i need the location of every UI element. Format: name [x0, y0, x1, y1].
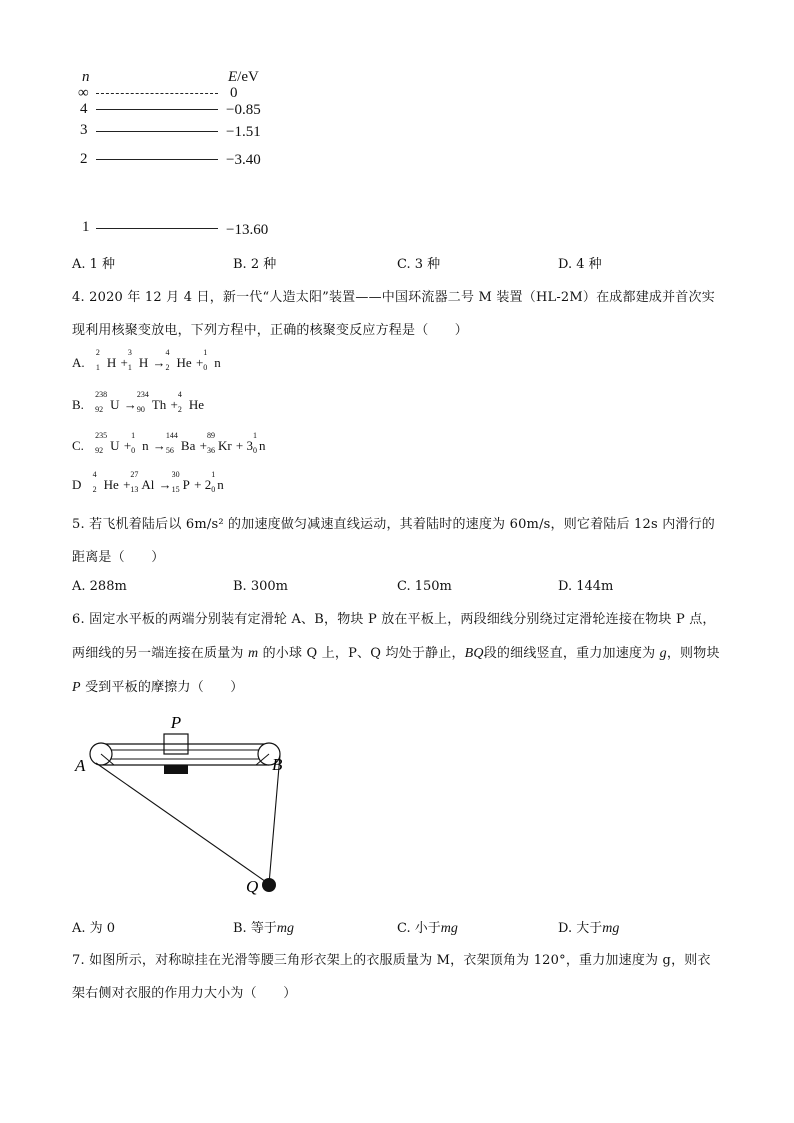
q6-option-d[interactable]	[558, 921, 619, 937]
q4-option-c-equation: 235 92 U + 1 0 n → 144 56 Ba + 89 36 Kr + 3 1 0 n	[95, 431, 266, 455]
level-n-1: 1	[82, 219, 90, 235]
q6-symbol-bq: BQ	[464, 646, 484, 661]
q6-option-d-mg: mg	[602, 921, 620, 936]
string-bq	[269, 755, 280, 884]
q6-stem-part-4: ，则物块	[666, 646, 720, 661]
level-energy-inf: 0	[230, 85, 238, 101]
q4-option-c-label: C.	[72, 438, 84, 453]
q6-option-b-mg: mg	[276, 921, 294, 936]
label-p: P	[170, 713, 182, 732]
q4-stem: 4. 2020 年 12 月 4 日，新一代“人造太阳”装置——中国环流器二号 M 装置（HL-2M）在成都建成并首次实现利用核聚变放电，下列方程中，正确的核聚变反应方程是（ ）	[72, 290, 715, 338]
q6-stem	[72, 603, 722, 705]
q4-option-a[interactable]	[72, 348, 222, 372]
q6-option-d-prefix: D. 大于	[558, 921, 603, 936]
level-energy-1: −13.60	[226, 222, 269, 238]
q6-option-c[interactable]	[397, 921, 458, 937]
level-n-3: 3	[80, 122, 88, 138]
level-line-3	[96, 131, 218, 132]
label-a: A	[75, 756, 86, 775]
label-q: Q	[246, 877, 259, 896]
q4-option-a-equation: 2 1 H + 3 1 H → 4 2 He + 1 0 n	[95, 348, 221, 372]
level-line-2	[96, 159, 218, 160]
q5-option-a[interactable]: A. 288m	[72, 579, 127, 594]
energy-axis-label: E/eV	[228, 69, 259, 85]
q4-option-a-label: A.	[72, 355, 85, 370]
ball-q	[262, 878, 276, 892]
q6-stem-part-1: 6. 固定水平板的两端分别装有定滑轮 A、B，物块 P 放在平板上，两段细线分别绕过定滑轮连接在物块 P 点，两细线的另一端连接在质量为	[72, 612, 716, 661]
q6-symbol-m: m	[247, 646, 259, 661]
level-line-1	[96, 228, 218, 229]
level-n-inf: ∞	[78, 85, 89, 101]
q6-pulley-figure	[70, 708, 290, 902]
q6-option-a[interactable]: A. 为 0	[72, 921, 116, 936]
q4-option-b[interactable]	[72, 390, 205, 414]
q5-option-d[interactable]: D. 144m	[558, 579, 614, 594]
q4-option-b-label: B.	[72, 397, 84, 412]
q5-option-c[interactable]: C. 150m	[397, 579, 452, 594]
q4-option-c[interactable]	[72, 431, 267, 455]
q4-option-d[interactable]	[72, 470, 225, 494]
level-energy-2: −3.40	[226, 152, 261, 168]
q6-stem-part-5: 受到平板的摩擦力（ ）	[80, 680, 244, 695]
q5-stem: 5. 若飞机着陆后以 6m/s² 的加速度做匀减速直线运动，其着陆时的速度为 60m/s，则它着陆后 12s 内滑行的距离是（ ）	[72, 517, 715, 565]
level-line-4	[96, 109, 218, 110]
q6-stem-part-3: 段的细线竖直，重力加速度为	[483, 646, 660, 661]
q3-option-d[interactable]: D. 4 种	[558, 257, 602, 272]
q6-option-c-prefix: C. 小于	[397, 921, 441, 936]
level-n-2: 2	[80, 151, 88, 167]
label-b: B	[272, 755, 283, 774]
level-energy-4: −0.85	[226, 102, 261, 118]
level-line-inf	[96, 93, 218, 94]
q4-option-d-label: D	[72, 477, 82, 492]
q7-stem: 7. 如图所示，对称晾挂在光滑等腰三角形衣架上的衣服质量为 M，衣架顶角为 120°，重力加速度为 g，则衣架右侧对衣服的作用力大小为（ ）	[72, 953, 711, 1001]
q6-option-b[interactable]	[233, 921, 294, 937]
q5-option-b[interactable]: B. 300m	[233, 579, 288, 594]
q6-symbol-g: g	[659, 646, 667, 661]
q6-option-c-mg: mg	[440, 921, 458, 936]
level-n-4: 4	[80, 101, 88, 117]
q6-option-b-prefix: B. 等于	[233, 921, 277, 936]
q3-option-a[interactable]: A. 1 种	[72, 257, 116, 272]
string-aq	[96, 763, 269, 884]
q6-symbol-p: P	[72, 680, 81, 695]
q3-option-c[interactable]: C. 3 种	[397, 257, 441, 272]
n-axis-label: n	[82, 69, 90, 85]
level-energy-3: −1.51	[226, 124, 261, 140]
q3-option-b[interactable]: B. 2 种	[233, 257, 277, 272]
friction-pad	[164, 765, 188, 774]
q4-option-d-equation: 4 2 He + 27 13 Al → 30 15 P + 2 1 0 n	[92, 470, 224, 494]
q4-option-b-equation: 238 92 U → 234 90 Th + 4 2 He	[95, 390, 205, 414]
q6-stem-part-2: 的小球 Q 上，P、Q 均处于静止，	[258, 646, 465, 661]
